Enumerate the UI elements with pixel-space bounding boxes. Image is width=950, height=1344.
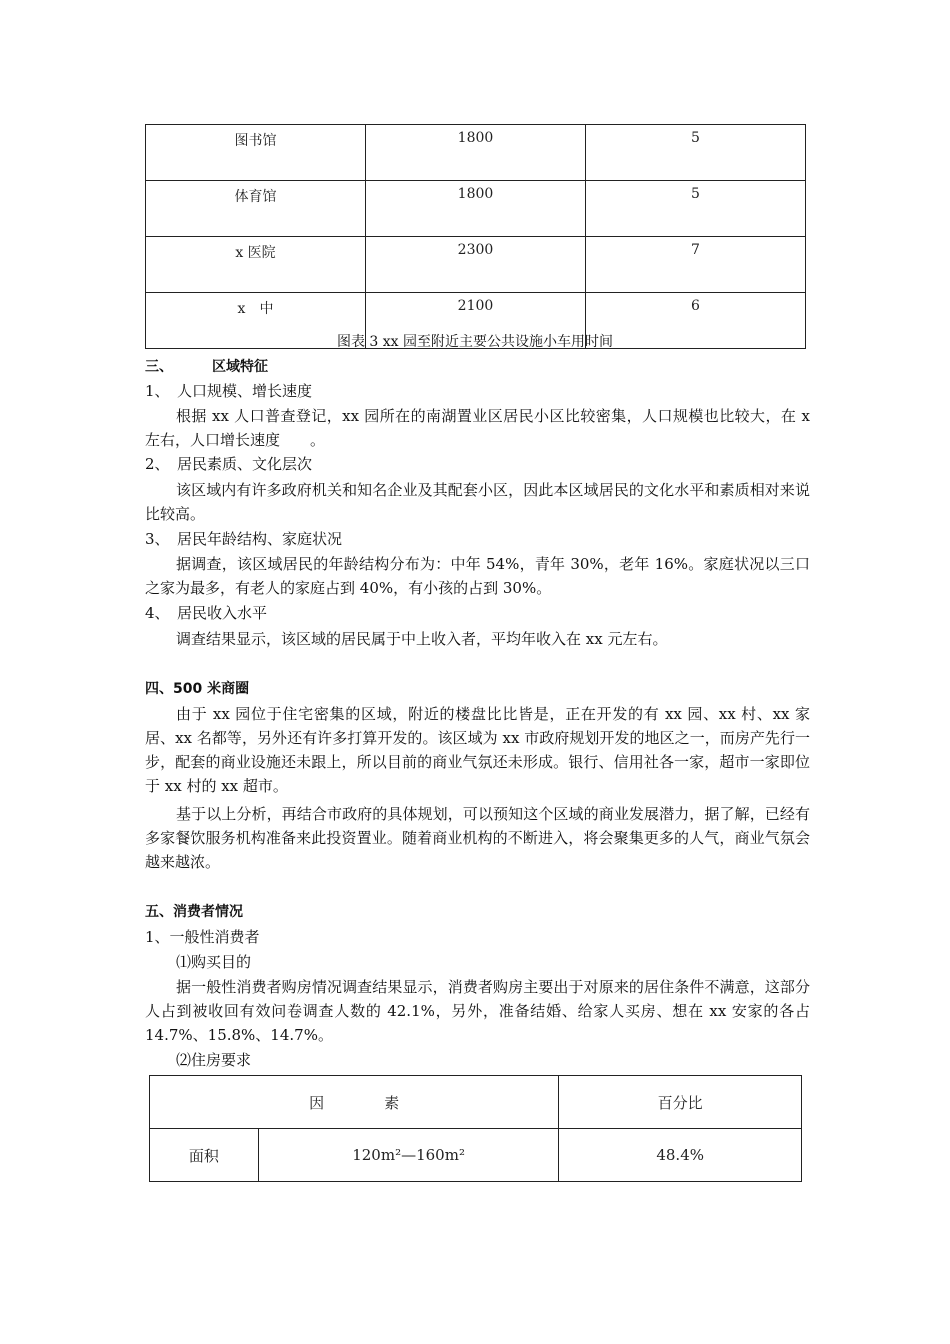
section4-heading: 四、500 米商圈 [145, 681, 250, 697]
facility-name: x 医院 [146, 237, 366, 293]
section4-paragraph-2: 基于以上分析，再结合市政府的具体规划，可以预知这个区域的商业发展潜力，据了解，已经有多家餐饮服务机构准备来此投资置业。随着商业机构的不断进入，将会聚集更多的人气，商业气氛会越来越浓。 [145, 805, 810, 871]
section5-heading: 五、消费者情况 [145, 904, 243, 920]
facility-distance: 1800 [366, 181, 586, 237]
section3-sub1-title: 1、 人口规模、增长速度 [145, 382, 313, 400]
facility-time: 7 [586, 237, 806, 293]
facility-distance: 2300 [366, 237, 586, 293]
section3-sub3-text: 据调查，该区域居民的年龄结构分布为：中年 54%，青年 30%，老年 16%。家庭状况以三口之家为最多，有老人的家庭占到 40%，有小孩的占到 30%。 [145, 555, 810, 597]
section3-sub2-title: 2、 居民素质、文化层次 [145, 455, 313, 473]
section3-sub4-title: 4、 居民收入水平 [145, 604, 268, 622]
section5-sub1-title: 1、一般性消费者 [145, 928, 260, 946]
housing-requirement-item: ⑵住房要求 [176, 1051, 252, 1069]
facility-time: 5 [586, 125, 806, 181]
section3-heading-number: 三、 [145, 359, 173, 375]
section3-sub4-text: 调查结果显示，该区域的居民属于中上收入者，平均年收入在 xx 元左右。 [176, 630, 668, 648]
table-row [146, 125, 806, 181]
row-range: 120m²—160m² [258, 1129, 559, 1182]
section3-heading: 区域特征 [212, 359, 268, 375]
facility-distance: 2100 [366, 293, 586, 349]
table-header-row [150, 1076, 802, 1129]
facility-name: 图书馆 [146, 125, 366, 181]
section3-sub3-title: 3、 居民年龄结构、家庭状况 [145, 530, 343, 548]
facility-distance: 1800 [366, 125, 586, 181]
header-factor: 因 素 [150, 1076, 559, 1129]
facility-time-table [145, 124, 806, 349]
facility-name: x 中 [146, 293, 366, 349]
section4-paragraph-1: 由于 xx 园位于住宅密集的区域，附近的楼盘比比皆是，正在开发的有 xx 园、xx 村、xx 家居、xx 名都等，另外还有许多打算开发的。该区域为 xx 市政府规划开发的地区之一，而房产先行一步，配套的商业设施还未跟上，所以目前的商业气氛还未形成。银行、信用社各一家，超市一家即位于 xx 村的 xx 超市。 [145, 705, 810, 795]
table-row [150, 1129, 802, 1182]
section5-paragraph: 据一般性消费者购房情况调查结果显示，消费者购房主要出于对原来的居住条件不满意，这部分人占到被收回有效问卷调查人数的 42.1%，另外，准备结婚、给家人买房、想在 xx 安家的各占 14.7%、15.8%、14.7%。 [145, 978, 810, 1044]
table-row [146, 237, 806, 293]
facility-name: 体育馆 [146, 181, 366, 237]
header-percent: 百分比 [559, 1076, 802, 1129]
facility-time: 5 [586, 181, 806, 237]
row-label: 面积 [150, 1129, 259, 1182]
section3-sub1-text: 根据 xx 人口普查登记，xx 园所在的南湖置业区居民小区比较密集，人口规模也比较大，在 x 左右，人口增长速度 。 [145, 407, 810, 449]
housing-requirement-table [149, 1075, 802, 1182]
table-caption: 图表 3 xx 园至附近主要公共设施小车用时间 [336, 334, 614, 350]
row-percent: 48.4% [559, 1129, 802, 1182]
section3-sub2-text: 该区域内有许多政府机关和知名企业及其配套小区，因此本区域居民的文化水平和素质相对来说比较高。 [145, 481, 810, 523]
facility-time: 6 [586, 293, 806, 349]
purchase-purpose-item: ⑴购买目的 [176, 953, 252, 971]
table-row [146, 181, 806, 237]
